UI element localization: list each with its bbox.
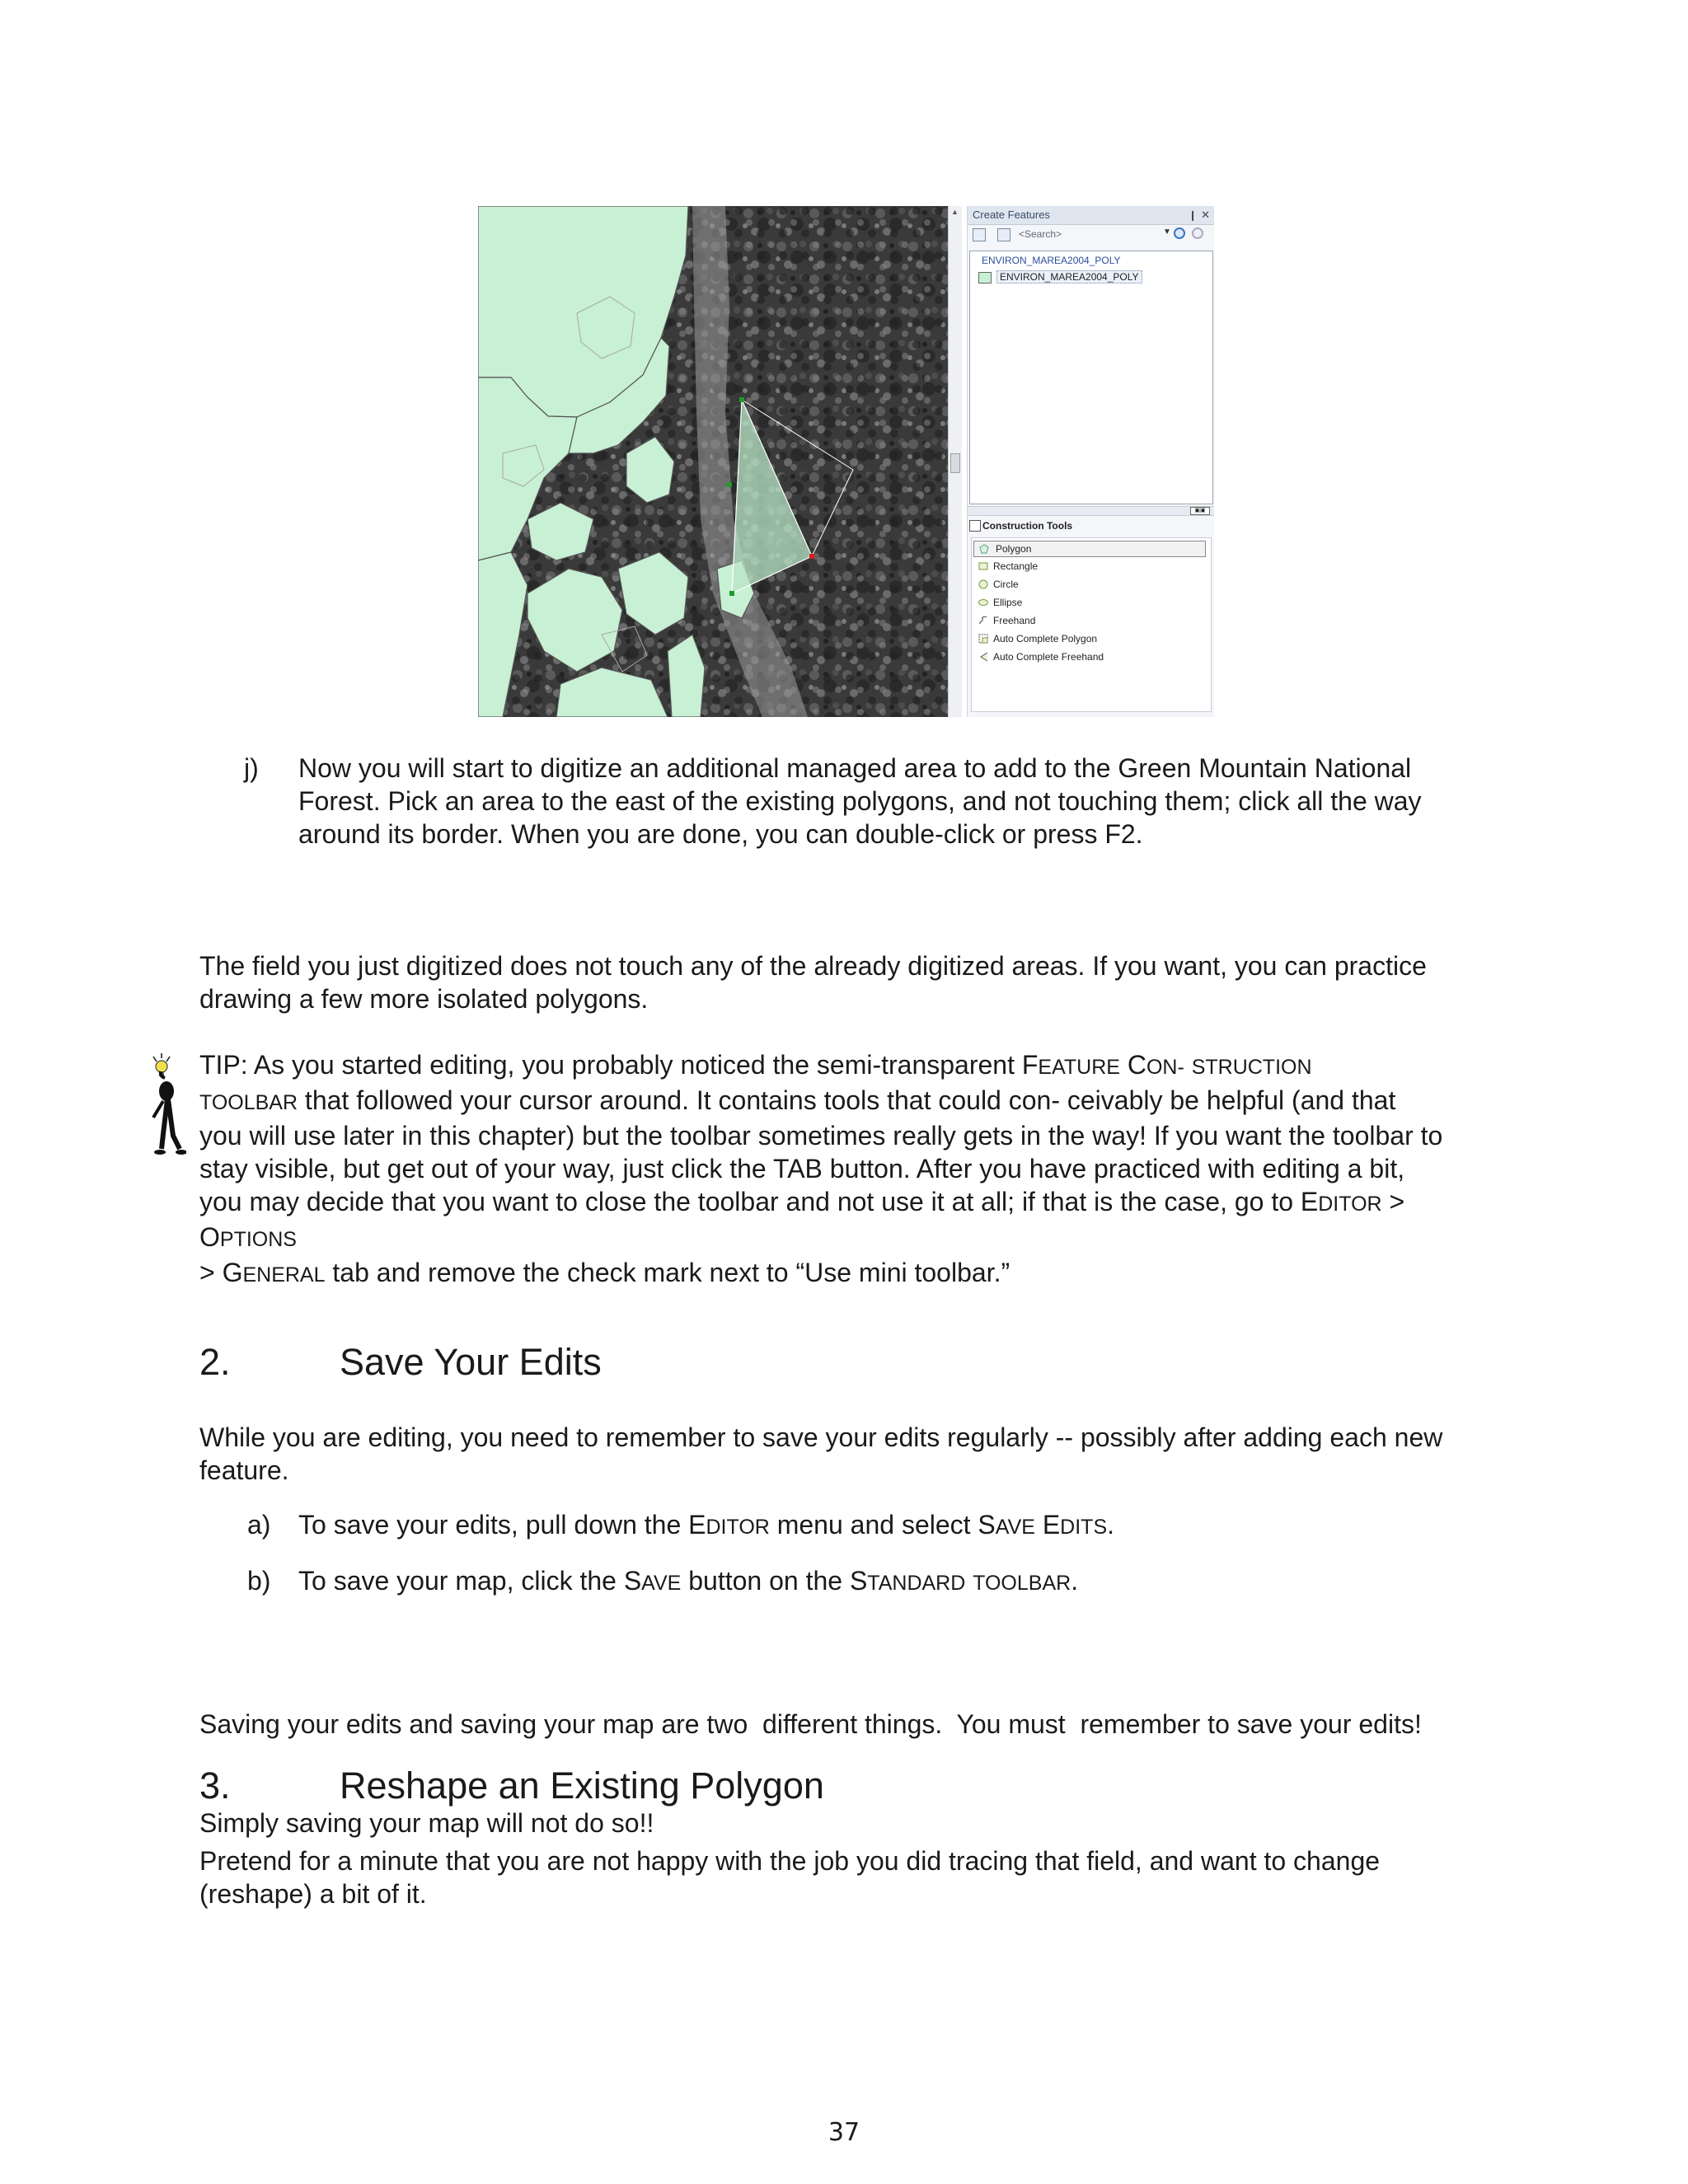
section-title: Save Your Edits bbox=[340, 1341, 602, 1383]
step-b-text: To save your map, click the SAVE button on the STANDARD TOOLBAR. bbox=[298, 1566, 1079, 1596]
tip-line-6: OPTIONS bbox=[199, 1222, 297, 1252]
construction-tools-list bbox=[971, 537, 1212, 712]
polygon-swatch-icon bbox=[978, 272, 992, 284]
circle-icon bbox=[978, 579, 988, 589]
create-features-panel bbox=[967, 206, 1214, 717]
tool-auto-complete-freehand[interactable] bbox=[972, 648, 1211, 666]
auto-complete-freehand-icon bbox=[978, 652, 988, 662]
tool-ellipse[interactable] bbox=[972, 593, 1211, 612]
auto-complete-polygon-icon bbox=[978, 634, 988, 644]
panel-splitter[interactable] bbox=[968, 506, 1214, 516]
section-2-intro bbox=[199, 1421, 1442, 1487]
tool-label: Auto Complete Freehand bbox=[993, 651, 1104, 663]
tool-label: Circle bbox=[993, 579, 1019, 590]
tip-line-3: you will use later in this chapter) but the toolbar sometimes really gets in the way! If you want the toolbar to bbox=[199, 1121, 1443, 1151]
step-j-line: Now you will start to digitize an additional managed area to add to the Green Mountain National bbox=[298, 753, 1412, 783]
arcmap-screenshot bbox=[478, 206, 1214, 717]
tip-line-1: TIP: As you started editing, you probably noticed the semi-transparent FEATURE CON- STRUCTION bbox=[199, 1050, 1312, 1080]
construction-tools-label: Construction Tools bbox=[982, 520, 1073, 532]
paragraph-line: Pretend for a minute that you are not happy with the job you did tracing that field, and want to change bbox=[199, 1846, 1381, 1876]
template-item-label: ENVIRON_MAREA2004_POLY bbox=[996, 270, 1142, 284]
section-number: 2. bbox=[199, 1341, 231, 1383]
template-search-input[interactable]: <Search> bbox=[1019, 228, 1062, 240]
close-icon[interactable]: ✕ bbox=[1201, 209, 1210, 221]
panel-title: Create Features bbox=[973, 209, 1050, 221]
section-2-heading bbox=[199, 1340, 941, 1385]
search-icon[interactable] bbox=[1174, 227, 1185, 239]
construction-tools-header bbox=[968, 518, 1214, 534]
scroll-thumb[interactable] bbox=[950, 453, 960, 473]
ellipse-icon bbox=[978, 598, 988, 607]
tool-label: Rectangle bbox=[993, 560, 1039, 572]
tool-freehand[interactable] bbox=[972, 612, 1211, 630]
map-scrollbar[interactable] bbox=[948, 206, 962, 717]
pin-icon[interactable]: ❙ bbox=[1188, 209, 1197, 221]
tip-line-7: > GENERAL tab and remove the check mark next to “Use mini toolbar.” bbox=[199, 1258, 1010, 1287]
tip-stick-figure-icon bbox=[145, 1052, 186, 1174]
paragraph-isolated-polygons bbox=[199, 949, 1427, 1015]
paragraph-line: feature. bbox=[199, 1455, 289, 1485]
chevron-down-icon[interactable]: ▼ bbox=[1163, 227, 1171, 237]
tip-block bbox=[199, 1048, 1442, 1291]
tip-line-5: you may decide that you want to close the toolbar and not use it at all; if that is the case, go to EDITOR > bbox=[199, 1187, 1405, 1216]
tool-label: Freehand bbox=[993, 615, 1036, 626]
step-j-text bbox=[298, 752, 1422, 851]
paragraph-line: While you are editing, you need to remember to save your edits regularly -- possibly after adding each new bbox=[199, 1422, 1443, 1452]
polygon-icon bbox=[979, 544, 989, 554]
rectangle-icon bbox=[978, 561, 988, 571]
step-b-letter: b) bbox=[247, 1566, 271, 1596]
step-j-letter: j) bbox=[244, 753, 259, 783]
section-3-heading bbox=[199, 1764, 1024, 1808]
clear-search-icon[interactable] bbox=[1192, 227, 1203, 239]
section-title: Reshape an Existing Polygon bbox=[340, 1765, 824, 1807]
construction-tools-icon bbox=[969, 520, 981, 532]
tip-line-2: TOOLBAR that followed your cursor around. It contains tools that could con- ceivably be helpful (and that bbox=[199, 1085, 1396, 1115]
freehand-icon bbox=[978, 616, 988, 626]
template-item[interactable] bbox=[975, 269, 1212, 284]
tool-label: Ellipse bbox=[993, 597, 1023, 608]
scroll-up-arrow-icon[interactable]: ▲ bbox=[951, 208, 959, 216]
tool-rectangle[interactable] bbox=[972, 557, 1211, 575]
step-j-line: Forest. Pick an area to the east of the existing polygons, and not touching them; click all the way bbox=[298, 786, 1422, 816]
template-group-header[interactable]: ENVIRON_MAREA2004_POLY bbox=[982, 255, 1121, 266]
panel-toolbar bbox=[968, 225, 1214, 245]
panel-title-bar bbox=[968, 206, 1214, 225]
section-3-paragraph bbox=[199, 1844, 1380, 1910]
paragraph-line: drawing a few more isolated polygons. bbox=[199, 984, 649, 1014]
feature-templates-list bbox=[969, 251, 1213, 504]
step-a-text: To save your edits, pull down the EDITOR menu and select SAVE EDITS. bbox=[298, 1510, 1115, 1540]
tip-line-4: stay visible, but get out of your way, just click the TAB button. After you have practiced with editing a bit, bbox=[199, 1154, 1405, 1183]
paragraph-line: The field you just digitized does not touch any of the already digitized areas. If you want, you can practice bbox=[199, 951, 1427, 981]
tool-circle[interactable] bbox=[972, 575, 1211, 593]
organize-templates-icon[interactable] bbox=[997, 228, 1010, 241]
tool-auto-complete-polygon[interactable] bbox=[972, 630, 1211, 648]
tool-label: Auto Complete Polygon bbox=[993, 633, 1098, 644]
paragraph-line: Simply saving your map will not do so!! bbox=[199, 1808, 654, 1838]
tool-polygon[interactable] bbox=[973, 541, 1206, 557]
map-view[interactable] bbox=[478, 206, 948, 717]
page-number: 37 bbox=[828, 2118, 860, 2147]
select-tool-icon[interactable] bbox=[973, 228, 986, 241]
step-a-letter: a) bbox=[247, 1510, 271, 1540]
section-number: 3. bbox=[199, 1765, 231, 1807]
paragraph-line: (reshape) a bit of it. bbox=[199, 1879, 427, 1909]
tool-label: Polygon bbox=[996, 543, 1032, 555]
paragraph-line: Saving your edits and saving your map are two different things. You must remember to save your edits! bbox=[199, 1709, 1422, 1739]
step-j-line: around its border. When you are done, you can double-click or press F2. bbox=[298, 819, 1143, 849]
map-canvas bbox=[478, 206, 948, 717]
splitter-toggle-icon[interactable]: ▣▣ bbox=[1190, 507, 1210, 515]
